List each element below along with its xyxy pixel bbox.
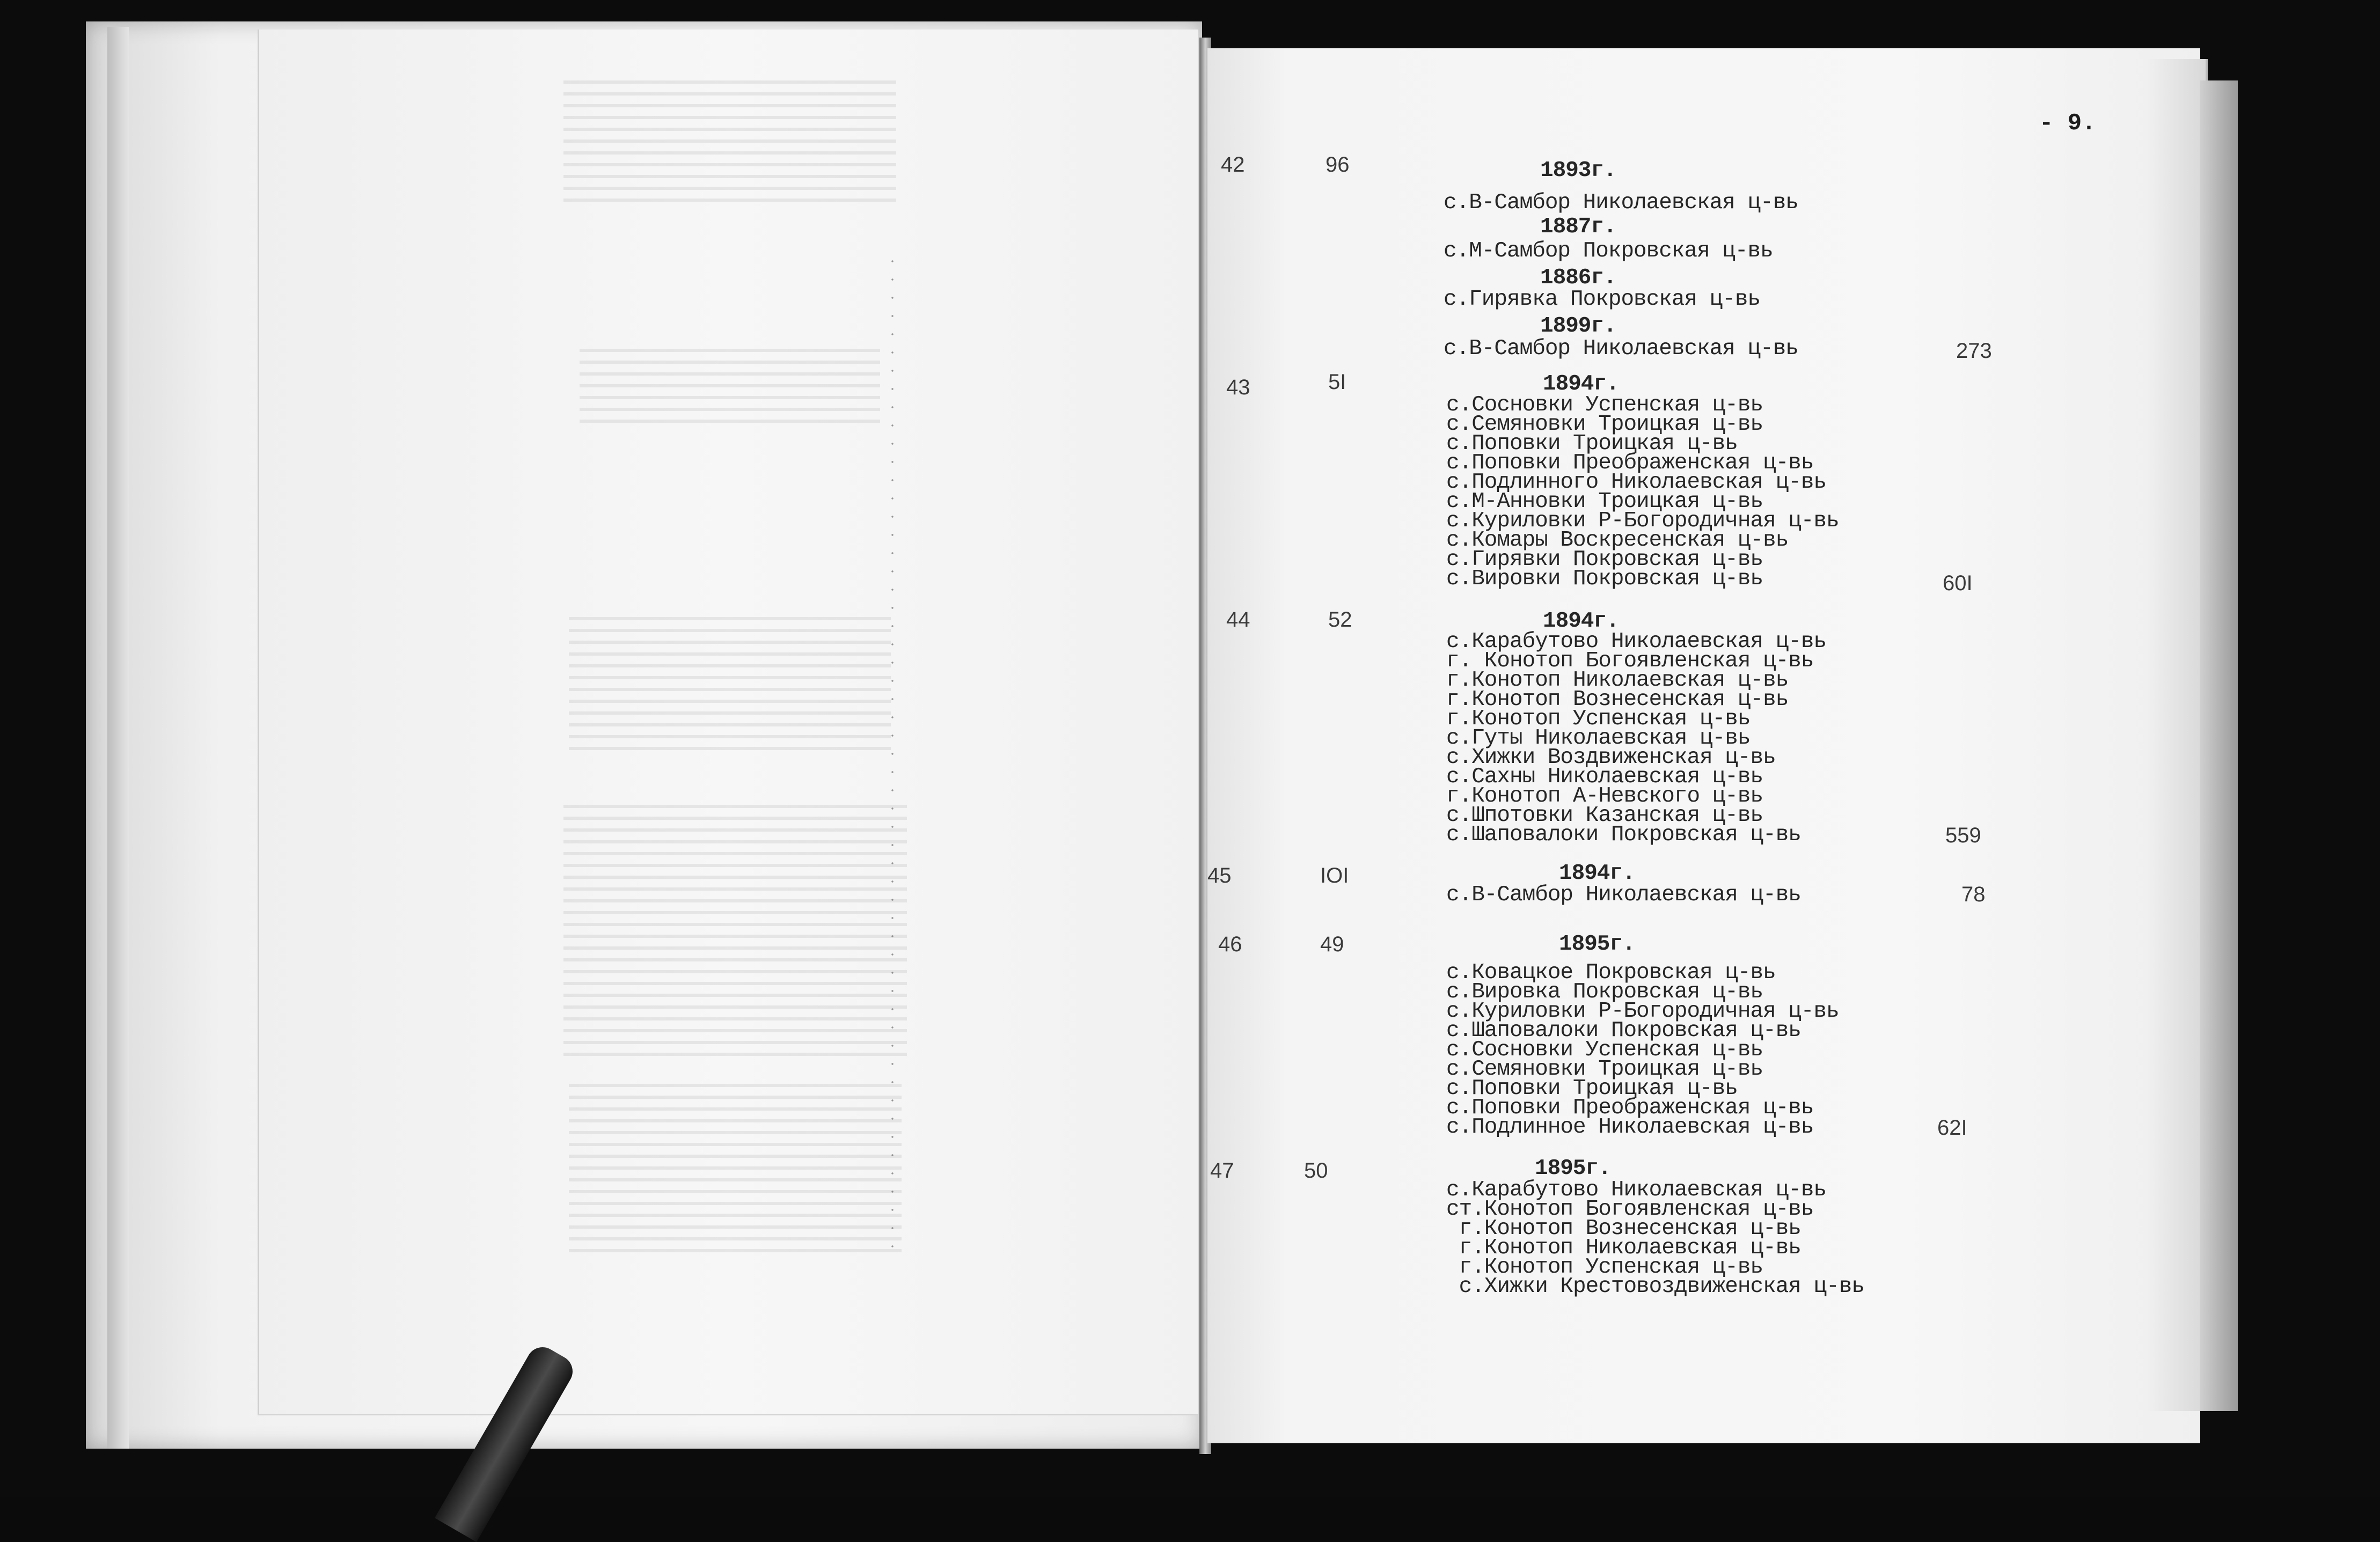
entry-year: 1894г. bbox=[1559, 861, 1635, 886]
entry-line: с.Гирявка Покровская ц-вь bbox=[1444, 287, 1761, 312]
entry-line: с.Карабутово Николаевская ц-вь bbox=[1446, 629, 1827, 654]
entry-total: 78 bbox=[1961, 883, 1986, 906]
entry-index: 42 bbox=[1221, 153, 1245, 177]
entry-line: ст.Конотоп Богоявленская ц-вь bbox=[1446, 1197, 1814, 1222]
entry-total: 559 bbox=[1945, 824, 1981, 847]
bleed-through-text bbox=[569, 617, 891, 757]
left-page-edge bbox=[107, 27, 129, 1449]
entry-line: с.Сахны Николаевская ц-вь bbox=[1446, 765, 1763, 789]
entry-index: 45 bbox=[1207, 864, 1232, 887]
page-stack-edge bbox=[2147, 59, 2208, 1411]
entry-total: 60I bbox=[1943, 571, 1973, 595]
entry-line: с.Сосновки Успенская ц-вь bbox=[1446, 393, 1763, 417]
entry-line: с.Семяновки Троицкая ц-вь bbox=[1446, 412, 1763, 437]
entry-count: 96 bbox=[1326, 153, 1350, 177]
page-number: - 9. bbox=[2039, 110, 2096, 137]
entry-line: с.Куриловки Р-Богородичная ц-вь bbox=[1446, 999, 1839, 1024]
entry-line: г.Конотоп А-Невского ц-вь bbox=[1446, 784, 1763, 809]
entry-line: с.М-Анновки Троицкая ц-вь bbox=[1446, 489, 1763, 514]
entry-total: 62I bbox=[1937, 1116, 1967, 1140]
entry-count: IOI bbox=[1320, 864, 1349, 887]
entry-line: с.В-Самбор Николаевская ц-вь bbox=[1444, 190, 1798, 215]
entry-year: 1893г. bbox=[1540, 158, 1616, 183]
entry-total: 273 bbox=[1956, 339, 1992, 363]
entry-index: 44 bbox=[1226, 608, 1250, 632]
entry-line: с.Подлинное Николаевская ц-вь bbox=[1446, 1115, 1814, 1140]
entry-year: 1899г. bbox=[1540, 314, 1616, 339]
entry-line: с.Вировки Покровская ц-вь bbox=[1446, 567, 1763, 591]
entry-line: с.Подлинного Николаевская ц-вь bbox=[1446, 470, 1827, 495]
entry-line: с.Гуты Николаевская ц-вь bbox=[1446, 726, 1751, 751]
entry-index: 47 bbox=[1210, 1159, 1234, 1183]
entry-count: 5I bbox=[1328, 370, 1346, 394]
entry-line: с.Шаповалоки Покровская ц-вь bbox=[1446, 823, 1801, 847]
entry-line: г.Конотоп Вознесенская ц-вь bbox=[1446, 1216, 1801, 1241]
entry-line: с.Семяновки Троицкая ц-вь bbox=[1446, 1057, 1763, 1082]
entry-line: с.Поповки Троицкая ц-вь bbox=[1446, 431, 1738, 456]
bleed-through-text bbox=[580, 349, 880, 424]
entry-count: 49 bbox=[1320, 932, 1344, 956]
page-stack-shadow bbox=[2200, 80, 2238, 1411]
entry-year: 1895г. bbox=[1559, 932, 1635, 957]
entry-line: с.Поповки Преображенская ц-вь bbox=[1446, 451, 1814, 475]
entry-line: с.Карабутово Николаевская ц-вь bbox=[1446, 1178, 1827, 1202]
entry-line: с.М-Самбор Покровская ц-вь bbox=[1444, 239, 1773, 263]
entry-line: г. Конотоп Богоявленская ц-вь bbox=[1446, 649, 1814, 673]
entry-line: г.Конотоп Николаевская ц-вь bbox=[1446, 668, 1789, 693]
entry-line: г.Конотоп Вознесенская ц-вь bbox=[1446, 687, 1789, 712]
dotted-fold-line bbox=[891, 252, 894, 1261]
entry-year: 1887г. bbox=[1540, 215, 1616, 239]
entry-year: 1895г. bbox=[1535, 1156, 1611, 1181]
entry-line: г.Конотоп Николаевская ц-вь bbox=[1446, 1236, 1801, 1260]
entry-line: с.Шаповалоки Покровская ц-вь bbox=[1446, 1018, 1801, 1043]
entry-line: с.Ковацкое Покровская ц-вь bbox=[1446, 960, 1776, 985]
entry-line: г.Конотоп Успенская ц-вь bbox=[1446, 1255, 1763, 1280]
entry-line: с.Поповки Троицкая ц-вь bbox=[1446, 1076, 1738, 1101]
entry-count: 50 bbox=[1304, 1159, 1328, 1183]
entry-line: с.Гирявки Покровская ц-вь bbox=[1446, 547, 1763, 572]
entry-index: 46 bbox=[1218, 932, 1242, 956]
entry-year: 1886г. bbox=[1540, 266, 1616, 290]
entry-line: с.Вировка Покровская ц-вь bbox=[1446, 980, 1763, 1004]
entry-year: 1894г. bbox=[1543, 609, 1619, 634]
entry-line: г.Конотоп Успенская ц-вь bbox=[1446, 707, 1751, 731]
entry-line: с.Куриловки Р-Богородичная ц-вь bbox=[1446, 509, 1839, 533]
bleed-through-text bbox=[563, 80, 896, 209]
entry-line: с.Хижки Крестовоздвиженская ц-вь bbox=[1446, 1274, 1864, 1299]
entry-line: с.Комары Воскресенская ц-вь bbox=[1446, 528, 1789, 553]
entry-line: с.В-Самбор Николаевская ц-вь bbox=[1446, 883, 1801, 907]
bleed-through-text bbox=[569, 1084, 902, 1255]
bleed-through-text bbox=[563, 805, 907, 1062]
entry-line: с.В-Самбор Николаевская ц-вь bbox=[1444, 336, 1798, 361]
entry-line: с.Поповки Преображенская ц-вь bbox=[1446, 1096, 1814, 1120]
entry-index: 43 bbox=[1226, 376, 1250, 399]
entry-count: 52 bbox=[1328, 608, 1352, 632]
entry-line: с.Хижки Воздвиженская ц-вь bbox=[1446, 745, 1776, 770]
entry-line: с.Сосновки Успенская ц-вь bbox=[1446, 1038, 1763, 1062]
entry-line: с.Шпотовки Казанская ц-вь bbox=[1446, 803, 1763, 828]
entry-year: 1894г. bbox=[1543, 372, 1619, 396]
